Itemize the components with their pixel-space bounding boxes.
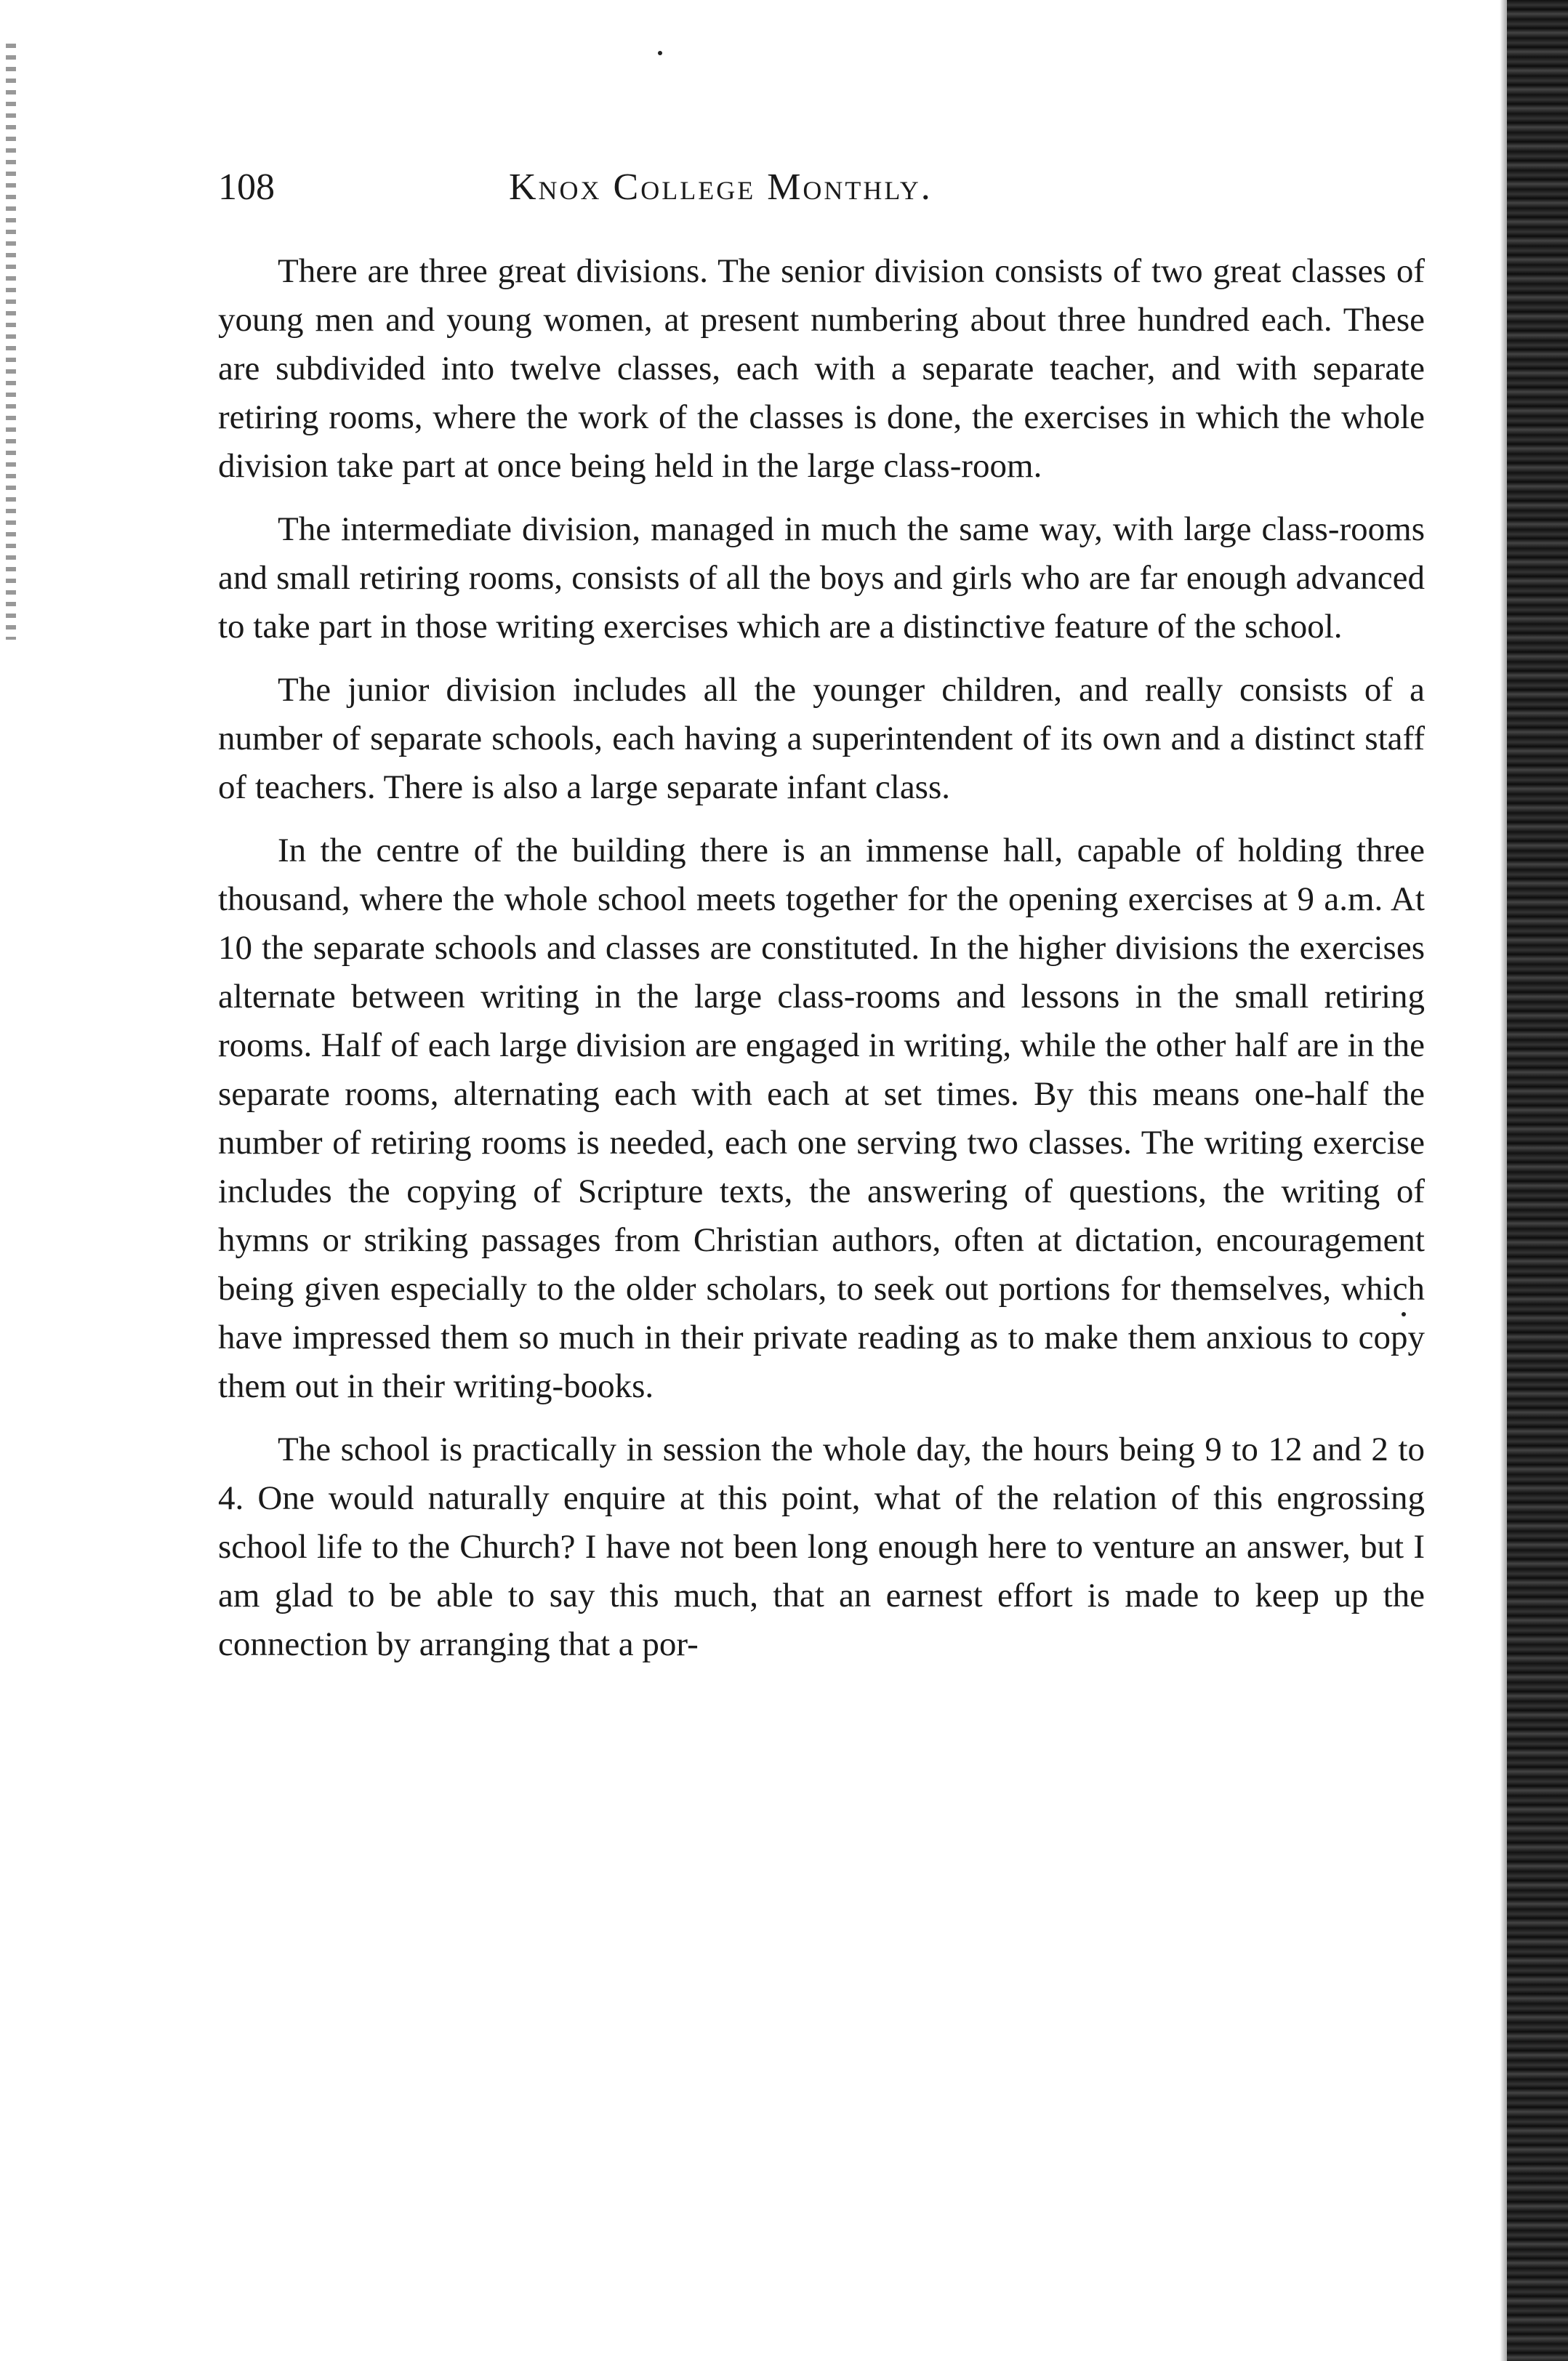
- running-title: Knox College Monthly.: [509, 166, 933, 208]
- scan-speck: [658, 51, 662, 55]
- scanner-margin-marks: [6, 44, 16, 640]
- paragraph-hall: In the centre of the building there is an immense hall, capable of holding three thousand, where the whole school meets together for the opening exercises at 9 a.m. At 10 the separate schools and classes are constituted. In the higher divisions the exercises alternate between writing in the large class-rooms and lessons in the small retiring rooms. Half of each large division are engaged in writing, while the other half are in the separate rooms, alternating each with each at set times. By this means one-half the number of retiring rooms is needed, each one serving two classes. The writing exercise includes the copying of Scripture texts, the answering of questions, the writing of hymns or striking passages from Christian authors, often at dictation, encouragement being given especially to the older scholars, to seek out portions for themselves, which have impressed them so much in their private reading as to make them anxious to copy them out in their writing-books.: [218, 832, 1425, 1405]
- paragraph-divisions: There are three great divisions. The senior division consists of two great classes of young men and young women, at present numbering about three hundred each. These are subdivided into twelve classes, each with a separate teacher, and with separate retiring rooms, where the work of the classes is done, the exercises in which the whole division take part at once being held in the large class-room.: [218, 252, 1425, 485]
- body-text: [218, 247, 1425, 1684]
- page-number: 108: [218, 166, 275, 208]
- paragraph-junior: The junior division includes all the younger children, and really consists of a number of separate schools, each having a superintendent of its own and a distinct staff of teachers. There is also a large separate infant class.: [218, 671, 1425, 806]
- paragraph-intermediate: The intermediate division, managed in much the same way, with large class-rooms and small retiring rooms, consists of all the boys and girls who are far enough advanced to take part in those writing exercises which are a distinctive feature of the school.: [218, 510, 1425, 645]
- paragraph-session: The school is practically in session the whole day, the hours being 9 to 12 and 2 to 4. One would naturally enquire at this point, what of the relation of this engrossing school life to the Church? I have not been long enough here to venture an answer, but I am glad to be able to say this much, that an earnest effort is made to keep up the connection by arranging that a por-: [218, 1431, 1425, 1663]
- page-header: [218, 158, 1425, 217]
- binding-edge: [1507, 0, 1568, 2361]
